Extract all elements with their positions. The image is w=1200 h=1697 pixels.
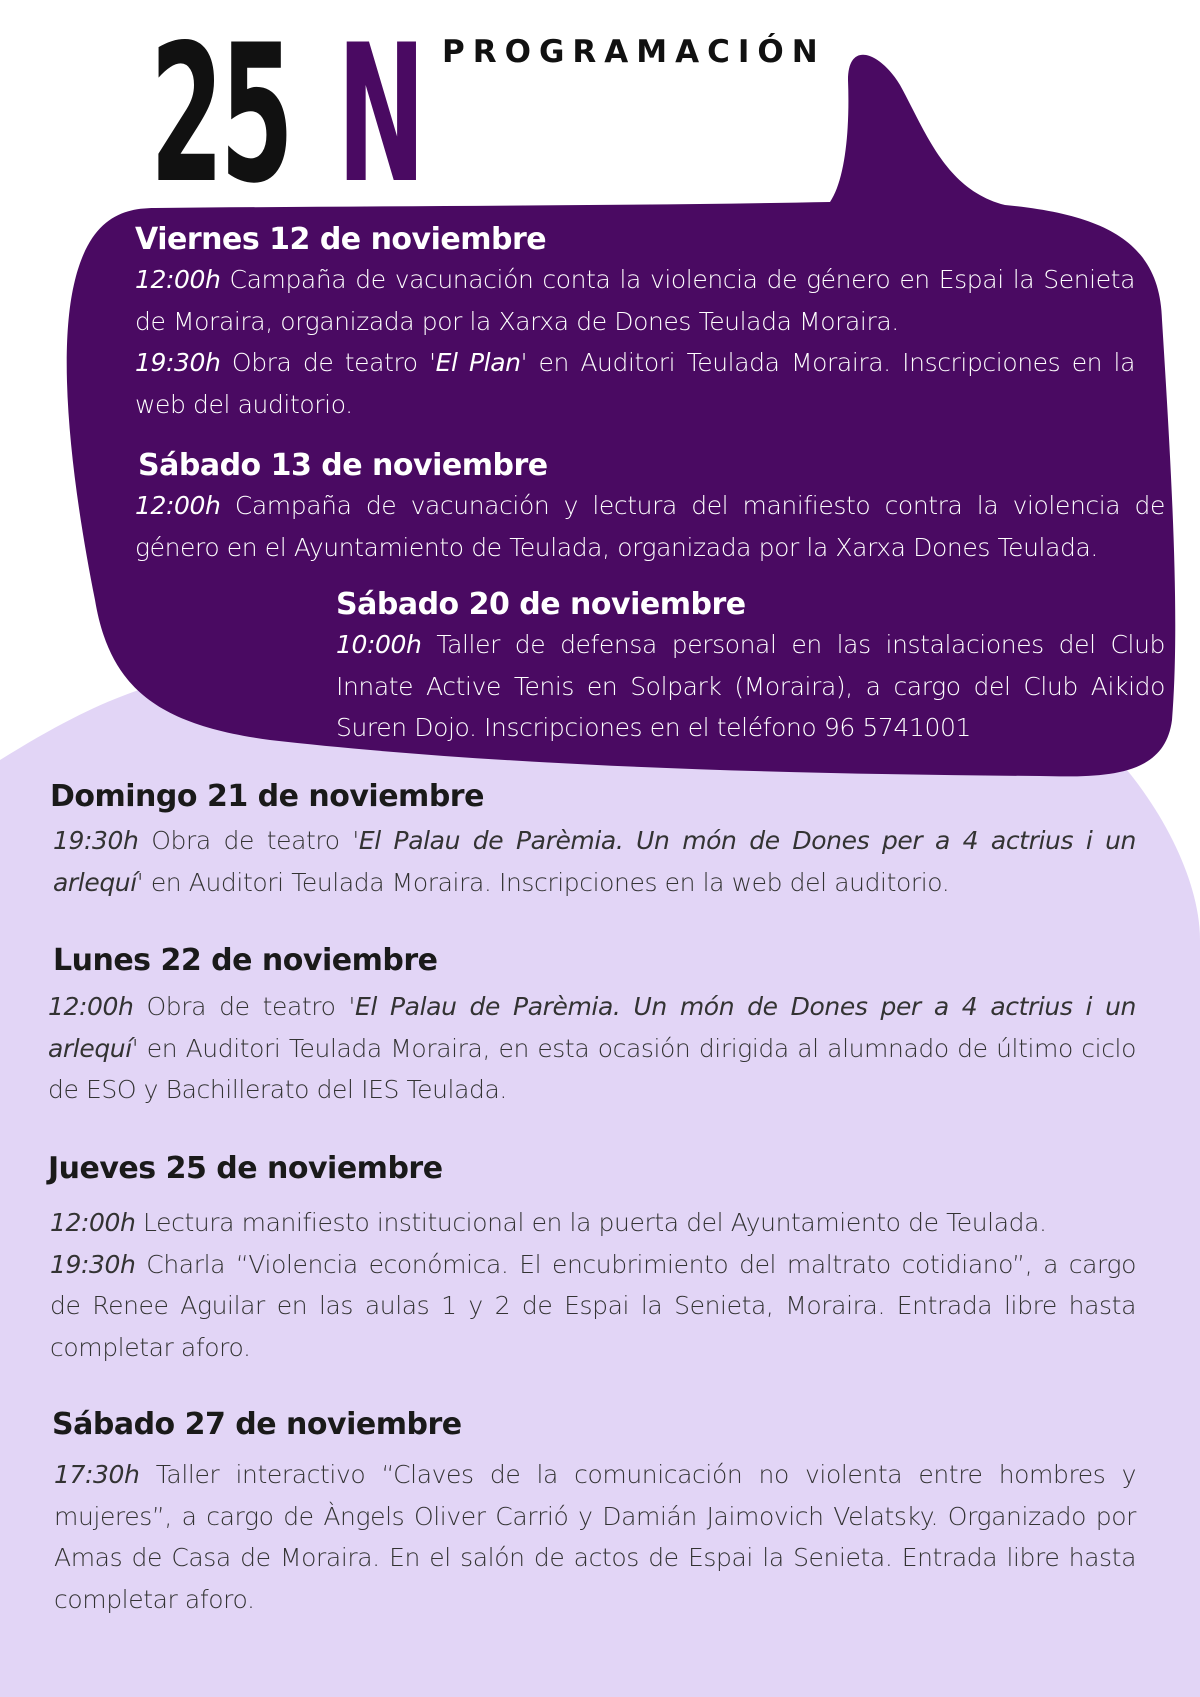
event-description: Obra de teatro ' (220, 348, 436, 377)
event-time: 17:30h (54, 1460, 140, 1489)
event-description: Lectura manifiesto institucional en la puerta del Ayuntamiento de Teulada. (135, 1208, 1047, 1237)
day-heading: Domingo 21 de noviembre (50, 779, 484, 814)
event-description: Taller de defensa personal en las instalaciones del Club Innate Active Tenis en Solpark (Moraira), a cargo del Club Aikido Suren Dojo. Inscripciones en el teléfono 96 5741001 (336, 630, 1165, 742)
event-title: El Palau de Parèmia. Un món de Dones per a 4 actrius i un arlequí (53, 826, 1136, 897)
event-time: 12:00h (135, 265, 221, 294)
event-description: ' en Auditori Teulada Moraira. Inscripciones en la web del auditorio. (136, 867, 950, 897)
event-description: ' en Auditori Teulada Moraira. Inscripciones en la web del auditorio. (135, 348, 1136, 419)
event-day-sabado-20 (336, 586, 1165, 749)
event-item (135, 259, 1135, 425)
event-day-jueves-25 (48, 1150, 1136, 1368)
day-heading: Sábado 13 de noviembre (138, 448, 548, 483)
event-time: 19:30h (53, 826, 139, 855)
event-description: ' en Auditori Teulada Moraira, en esta ocasión dirigida al alumnado de último ciclo de ESO y Bachillerato del IES Teulada. (48, 1033, 1136, 1104)
day-heading: Jueves 25 de noviembre (48, 1151, 443, 1186)
event-item (48, 986, 1136, 1111)
title-number: 25 (150, 4, 291, 225)
subtitle: PROGRAMACIÓN (442, 34, 826, 70)
event-day-sabado-27 (52, 1406, 1136, 1620)
event-day-sabado-13 (135, 447, 1165, 568)
title-letter: N (337, 4, 426, 225)
event-description: Campaña de vacunación y lectura del manifiesto contra la violencia de género en el Ayuntamiento de Teulada, organizada por la Xarxa Dones Teulada. (135, 491, 1165, 562)
event-day-lunes-22 (48, 942, 1136, 1111)
event-time: 19:30h (50, 1249, 136, 1279)
event-description: Obra de teatro ' (138, 826, 359, 855)
event-title: El Plan (435, 348, 521, 377)
event-time: 19:30h (135, 348, 221, 377)
event-time: 12:00h (50, 1208, 136, 1237)
event-item (54, 1454, 1136, 1620)
event-description: Obra de teatro ' (133, 992, 356, 1021)
event-title: El Palau de Parèmia. Un món de Dones per a 4 actrius i un arlequí (48, 992, 1136, 1063)
event-item (135, 485, 1165, 568)
event-description: Charla “Violencia económica. El encubrimiento del maltrato cotidiano”, a cargo de Renee Aguilar en las aulas 1 y 2 de Espai la Senieta, Moraira. Entrada libre hasta completar aforo. (50, 1249, 1136, 1362)
day-heading: Lunes 22 de noviembre (53, 943, 438, 978)
event-item (53, 820, 1136, 903)
event-description: Taller interactivo “Claves de la comunicación no violenta entre hombres y mujeres”, a cargo de Àngels Oliver Carrió y Damián Jaimovich Velatsky. Organizado por Amas de Casa de Moraira. En el salón de actos de Espai la Senieta. Entrada libre hasta completar aforo. (54, 1460, 1136, 1614)
day-heading: Viernes 12 de noviembre (135, 222, 547, 257)
event-day-viernes-12 (135, 221, 1135, 425)
event-time: 10:00h (336, 630, 422, 659)
event-item (50, 1202, 1136, 1368)
event-day-domingo-21 (50, 778, 1136, 903)
day-heading: Sábado 20 de noviembre (336, 587, 746, 622)
event-time: 12:00h (135, 491, 221, 520)
day-heading: Sábado 27 de noviembre (52, 1407, 462, 1442)
event-time: 12:00h (48, 992, 134, 1021)
event-item (336, 624, 1165, 749)
event-description: Campaña de vacunación conta la violencia de género en Espai la Senieta de Moraira, organizada por la Xarxa de Dones Teulada Moraira. (135, 265, 1135, 336)
